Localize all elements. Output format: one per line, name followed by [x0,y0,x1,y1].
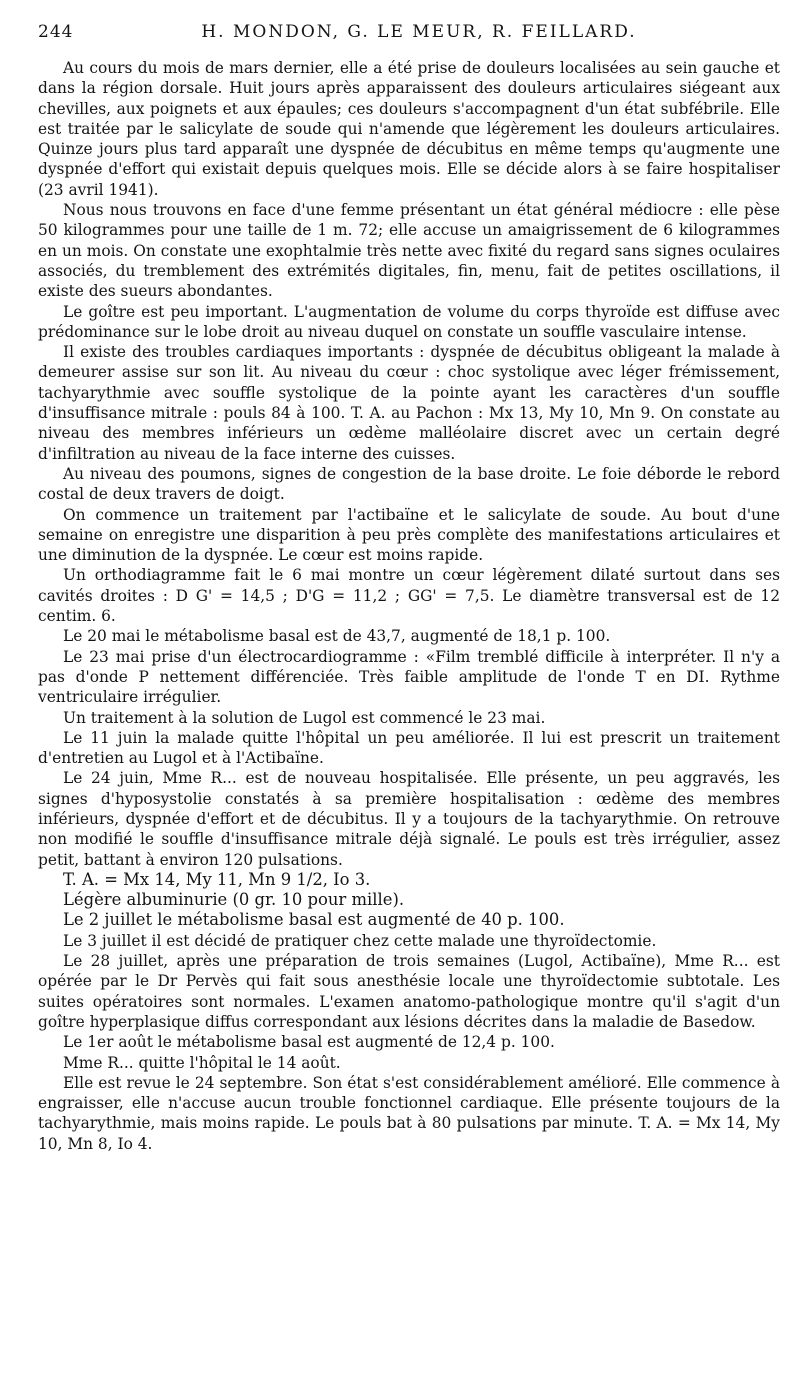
paragraph-metabolism-may: Le 20 mai le métabolisme basal est de 43,7, augmenté de 18,1 p. 100. [63,627,611,646]
body-text [38,58,780,1154]
paragraph-lugol: Un traitement à la solution de Lugol est commencé le 23 mai. [63,708,546,727]
paragraph-operation: Le 28 juillet, après une préparation de trois semaines (Lugol, Actibaïne), Mme R... est opérée par le Dr Pervès qui fait sous anesthésie locale une thyroïdectomie subtotale. Les suites opératoires sont normales. L'examen anatomo-pathologique montre qu'il s'agit d'un goître hyperplasique diffus correspondant aux lésions décrites dans la maladie de Basedow. [38,952,780,1031]
document-page [38,22,780,1154]
paragraph-history: Au cours du mois de mars dernier, elle a été prise de douleurs localisées au sein gauche et dans la région dorsale. Huit jours après apparaissent des douleurs articulaires siégeant aux chevilles, aux poignets et aux épaules; ces douleurs s'accompagnent d'un état subfébrile. Elle est traitée par le salicylate de soude qui n'amende que légèrement les douleurs articulaires. Quinze jours plus tard apparaît une dyspnée de décubitus en même temps qu'augmente une dyspnée d'effort qui existait depuis quelques mois. Elle se décide alors à se faire hospitaliser (23 avril 1941). [38,59,780,199]
paragraph-goitre: Le goître est peu important. L'augmentation de volume du corps thyroïde est diffuse avec prédominance sur le lobe droit au niveau duquel on constate un souffle vasculaire intense. [38,302,780,341]
paragraph-ecg: Le 23 mai prise d'un électrocardiogramme : «Film tremblé difficile à interpréter. Il n'y a pas d'onde P nettement différenciée. Très faible amplitude de l'onde T en DI. Rythme ventriculaire irrégulier. [38,647,780,707]
paragraph-follow-up: Elle est revue le 24 septembre. Son état s'est considérablement amélioré. Elle commence à engraisser, elle n'accuse aucun trouble fonctionnel cardiaque. Elle présente toujours de la tachyarythmie, mais moins rapide. Le pouls bat à 80 pulsations par minute. T. A. = Mx 14, My 10, Mn 8, Io 4. [38,1073,780,1153]
paragraph-blood-pressure: T. A. = Mx 14, My 11, Mn 9 1/2, Io 3. [63,869,371,889]
paragraph-cardiac: Il existe des troubles cardiaques importants : dyspnée de décubitus obligeant la malade à demeurer assise sur son lit. Au niveau du cœur : choc systolique avec léger frémissement, tachyarythmie avec souffle systolique de la pointe ayant les caractères d'un souffle d'insuffisance mitrale : pouls 84 à 100. T. A. au Pachon : Mx 13, My 10, Mn 9. On constate au niveau des membres inférieurs un œdème malléolaire discret avec un certain degré d'infiltration au niveau de la face interne des cuisses. [38,343,780,463]
paragraph-metabolism-august: Le 1er août le métabolisme basal est augmenté de 12,4 p. 100. [63,1033,555,1052]
running-authors: H. MONDON, G. LE MEUR, R. FEILLARD. [201,22,637,42]
paragraph-orthodiagram: Un orthodiagramme fait le 6 mai montre un cœur légèrement dilaté surtout dans ses cavités droites : D G' = 14,5 ; D'G = 11,2 ; GG' = 7,5. Le diamètre transversal est de 12 centim. 6. [38,566,780,626]
page-number: 244 [38,22,74,42]
paragraph-albuminuria: Légère albuminurie (0 gr. 10 pour mille). [63,890,405,910]
paragraph-readmission: Le 24 juin, Mme R... est de nouveau hospitalisée. Elle présente, un peu aggravés, les signes d'hyposystolie constatés à sa première hospitalisation : œdème des membres inférieurs, dyspnée d'effort et de décubitus. Il y a toujours de la tachyarythmie. On retrouve non modifié le souffle d'insuffisance mitrale déjà signalé. Le pouls est très irrégulier, assez petit, battant à environ 120 pulsations. [38,769,780,869]
paragraph-metabolism-july: Le 2 juillet le métabolisme basal est augmenté de 40 p. 100. [63,910,565,930]
paragraph-decision: Le 3 juillet il est décidé de pratiquer chez cette malade une thyroïdectomie. [63,931,657,950]
running-header [38,22,780,58]
paragraph-lungs: Au niveau des poumons, signes de congestion de la base droite. Le foie déborde le rebord costal de deux travers de doigt. [38,464,780,504]
paragraph-treatment: On commence un traitement par l'actibaïne et le salicylate de soude. Au bout d'une semaine on enregistre une disparition à peu près complète des manifestations articulaires et une diminution de la dyspnée. Le cœur est moins rapide. [38,505,780,565]
paragraph-discharge-june: Le 11 juin la malade quitte l'hôpital un peu améliorée. Il lui est prescrit un traitement d'entretien au Lugol et à l'Actibaïne. [38,728,780,768]
paragraph-examination: Nous nous trouvons en face d'une femme présentant un état général médiocre : elle pèse 50 kilogrammes pour une taille de 1 m. 72; elle accuse un amaigrissement de 6 kilogrammes en un mois. On constate une exophtalmie très nette avec fixité du regard sans signes oculaires associés, du tremblement des extrémités digitales, fin, menu, fait de petites oscillations, il existe des sueurs abondantes. [38,201,780,301]
paragraph-discharge-august: Mme R... quitte l'hôpital le 14 août. [63,1053,341,1072]
